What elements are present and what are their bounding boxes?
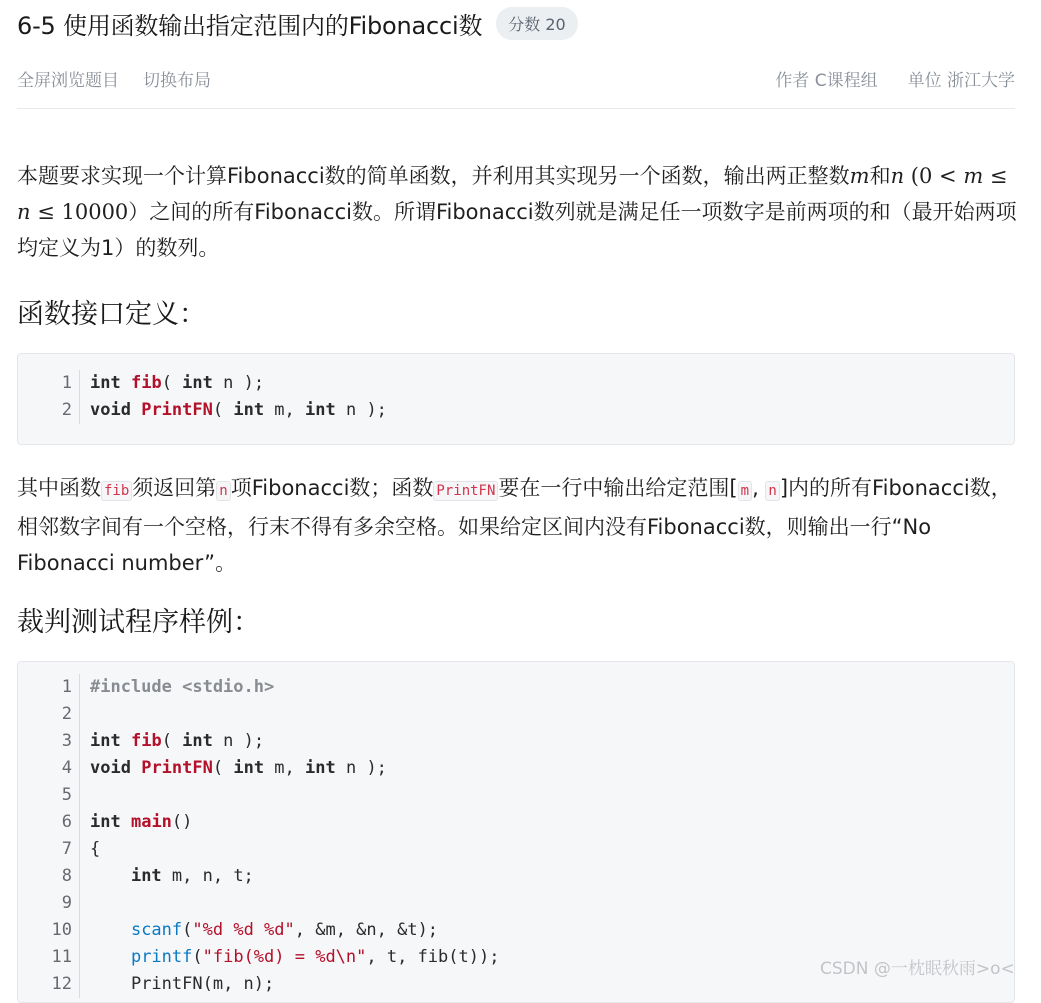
code-line: 2 void PrintFN( int m, int n ); [18,397,387,424]
code-line: 8 int m, n, t; [18,863,499,890]
code-line: 5 [18,782,499,809]
judge-code-block [17,661,1015,1003]
code-line: 9 [18,890,499,917]
interface-heading: 函数接口定义： [17,299,206,330]
problem-title: 6-5 使用函数输出指定范围内的Fibonacci数 [17,11,483,40]
inline-code-printfn: PrintFN [433,481,498,501]
function-description: 其中函数 fib 须返回第 n 项Fibonacci数；函数 PrintFN 要在一行中输出给定范围[ m , n ]内的所有Fibonacci数，相邻数字间有一个空格，行末不得有多余空格。如果给定区间内没有Fibonacci数，则输出一行“No Fibonacci number”。 [17,476,1012,575]
divider [17,108,1015,109]
inline-code-fib: fib [101,481,132,501]
code-line: 11 printf("fib(%d) = %d\n", t, fib(t)); [18,944,499,971]
judge-heading: 裁判测试程序样例： [17,607,260,638]
code-line: 1 #include <stdio.h> [18,674,499,701]
code-line: 7 { [18,836,499,863]
code-line: 2 [18,701,499,728]
description-paragraph: 本题要求实现一个计算Fibonacci数的简单函数，并利用其实现另一个函数，输出两正整数m和n (0 < m ≤ n ≤ 10000）之间的所有Fibonacci数。所谓Fibonacci数列就是满足任一项数字是前两项的和（最开始两项均定义为1）的数列。 [17,164,1017,260]
csdn-watermark: CSDN @一枕眠秋雨>o< [820,959,1015,979]
inline-code-n: n [765,481,779,501]
inline-code-m: m [738,481,752,501]
author-label: 作者 C课程组 [775,71,878,91]
inline-code-n: n [216,481,230,501]
interface-code-block [17,353,1015,445]
switch-layout-button[interactable]: 切换布局 [143,71,211,91]
problem-toolbar [17,66,1015,94]
code-line: 10 scanf("%d %d %d", &m, &n, &t); [18,917,499,944]
code-line: 1 int fib( int n ); [18,370,387,397]
fullscreen-button[interactable]: 全屏浏览题目 [17,71,119,91]
score-badge: 分数 20 [496,7,577,40]
code-line: 3 int fib( int n ); [18,728,499,755]
title-row [17,4,578,42]
code-line: 6 int main() [18,809,499,836]
code-line: 12 PrintFN(m, n); [18,971,499,998]
code-line: 4 void PrintFN( int m, int n ); [18,755,499,782]
unit-label: 单位 浙江大学 [907,71,1015,91]
